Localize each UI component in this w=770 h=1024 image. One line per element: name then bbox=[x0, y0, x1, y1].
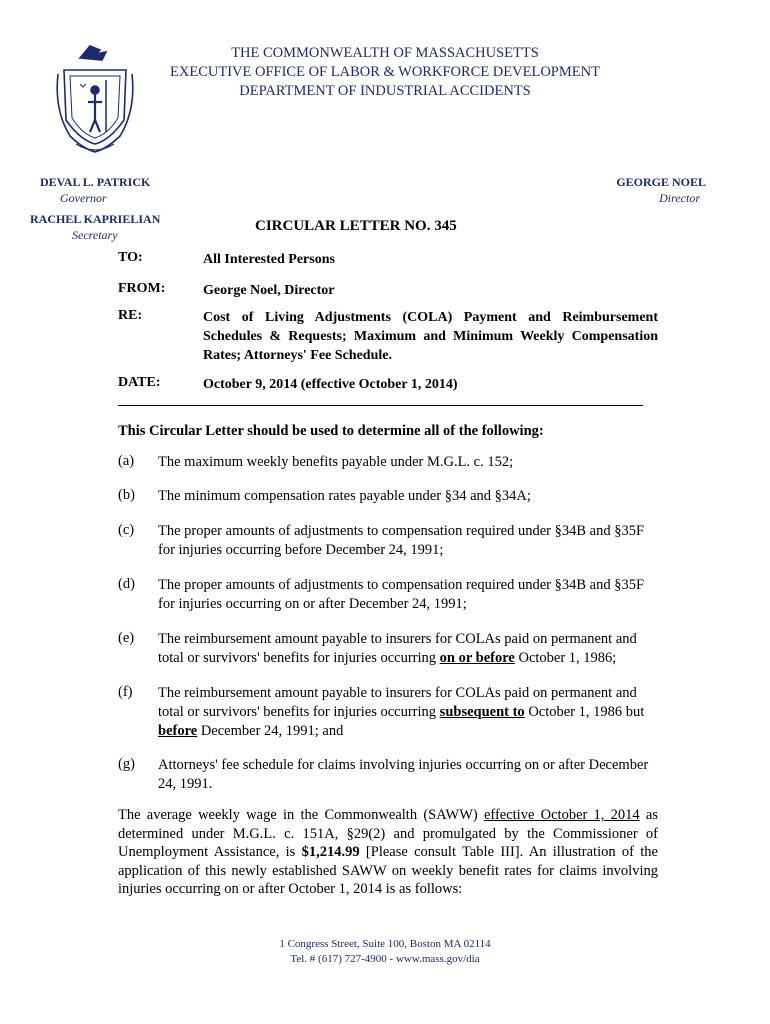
item-text: The minimum compensation rates payable under §34 and §34A; bbox=[158, 488, 531, 504]
from-label: FROM: bbox=[118, 281, 166, 296]
item-label: (c) bbox=[118, 522, 135, 538]
item-text: The proper amounts of adjustments to compensation required under §34B and §35F for injuries occurring on or after December 24, 1991; bbox=[158, 577, 645, 612]
item-text: The reimbursement amount payable to insurers for COLAs paid on permanent and total or survivors' benefits for injuries occurring on or before October 1, 1986; bbox=[158, 631, 637, 666]
footer-contact: Tel. # (617) 727-4900 - www.mass.gov/dia bbox=[290, 953, 480, 965]
item-label: (g) bbox=[118, 756, 135, 772]
emphasis: before bbox=[158, 723, 198, 739]
to-label: TO: bbox=[118, 250, 143, 265]
from-value: George Noel, Director bbox=[203, 283, 335, 298]
header-line-2: EXECUTIVE OFFICE OF LABOR & WORKFORCE DEVELOPMENT bbox=[170, 64, 600, 80]
footer-address: 1 Congress Street, Suite 100, Boston MA 02114 bbox=[279, 938, 491, 950]
director-title: Director bbox=[659, 191, 700, 205]
emphasis: on or before bbox=[439, 650, 515, 666]
item-label: (e) bbox=[118, 630, 135, 646]
circular-title: CIRCULAR LETTER NO. 345 bbox=[255, 218, 457, 234]
item-text: The proper amounts of adjustments to compensation required under §34B and §35F for injuries occurring before December 24, 1991; bbox=[158, 523, 645, 558]
governor-block bbox=[40, 174, 150, 206]
item-label: (a) bbox=[118, 453, 135, 469]
effective-date: effective October 1, 2014 bbox=[483, 807, 640, 823]
governor-name: DEVAL L. PATRICK bbox=[40, 175, 151, 189]
divider bbox=[118, 405, 643, 406]
date-label: DATE: bbox=[118, 375, 161, 390]
footer bbox=[180, 937, 590, 967]
director-name: GEORGE NOEL bbox=[616, 175, 706, 189]
emphasis: subsequent to bbox=[439, 704, 525, 720]
date-value: October 9, 2014 (effective October 1, 2014) bbox=[203, 377, 458, 392]
secretary-title: Secretary bbox=[72, 228, 118, 242]
intro-text: This Circular Letter should be used to determine all of the following: bbox=[118, 423, 544, 439]
header-line-3: DEPARTMENT OF INDUSTRIAL ACCIDENTS bbox=[239, 83, 531, 99]
saww-paragraph: The average weekly wage in the Commonwealth (SAWW) effective October 1, 2014 as determined under M.G.L. c. 151A, §29(2) and promulgated by the Commissioner of Unemployment Assistance, is $1,214.99 [Please consult Table III]. An illustration of the application of this newly established SAWW on weekly benefit rates for claims involving injuries occurring on or after October 1, 2014 is as follows: bbox=[118, 807, 658, 897]
re-value: Cost of Living Adjustments (COLA) Payment and Reimbursement Schedules & Requests; Maximum and Minimum Weekly Compensation Rates; Attorneys' Fee Schedule. bbox=[203, 310, 658, 363]
director-block bbox=[616, 174, 706, 206]
header-line-1: THE COMMONWEALTH OF MASSACHUSETTS bbox=[231, 45, 539, 61]
secretary-name: RACHEL KAPRIELIAN bbox=[30, 212, 161, 226]
item-label: (f) bbox=[118, 684, 133, 700]
item-text: The reimbursement amount payable to insurers for COLAs paid on permanent and total or survivors' benefits for injuries occurring subsequent to October 1, 1986 but before December 24, 1991; and bbox=[158, 685, 645, 739]
to-value: All Interested Persons bbox=[203, 252, 335, 267]
massachusetts-seal-icon bbox=[50, 40, 140, 160]
re-label: RE: bbox=[118, 308, 143, 323]
governor-title: Governor bbox=[60, 191, 107, 205]
saww-amount: $1,214.99 bbox=[301, 844, 360, 860]
item-label: (d) bbox=[118, 576, 135, 592]
item-text: Attorneys' fee schedule for claims involving injuries occurring on or after December 24, 1991. bbox=[158, 757, 649, 792]
secretary-block bbox=[30, 211, 160, 243]
item-label: (b) bbox=[118, 487, 135, 503]
item-text: The maximum weekly benefits payable under M.G.L. c. 152; bbox=[158, 454, 514, 470]
